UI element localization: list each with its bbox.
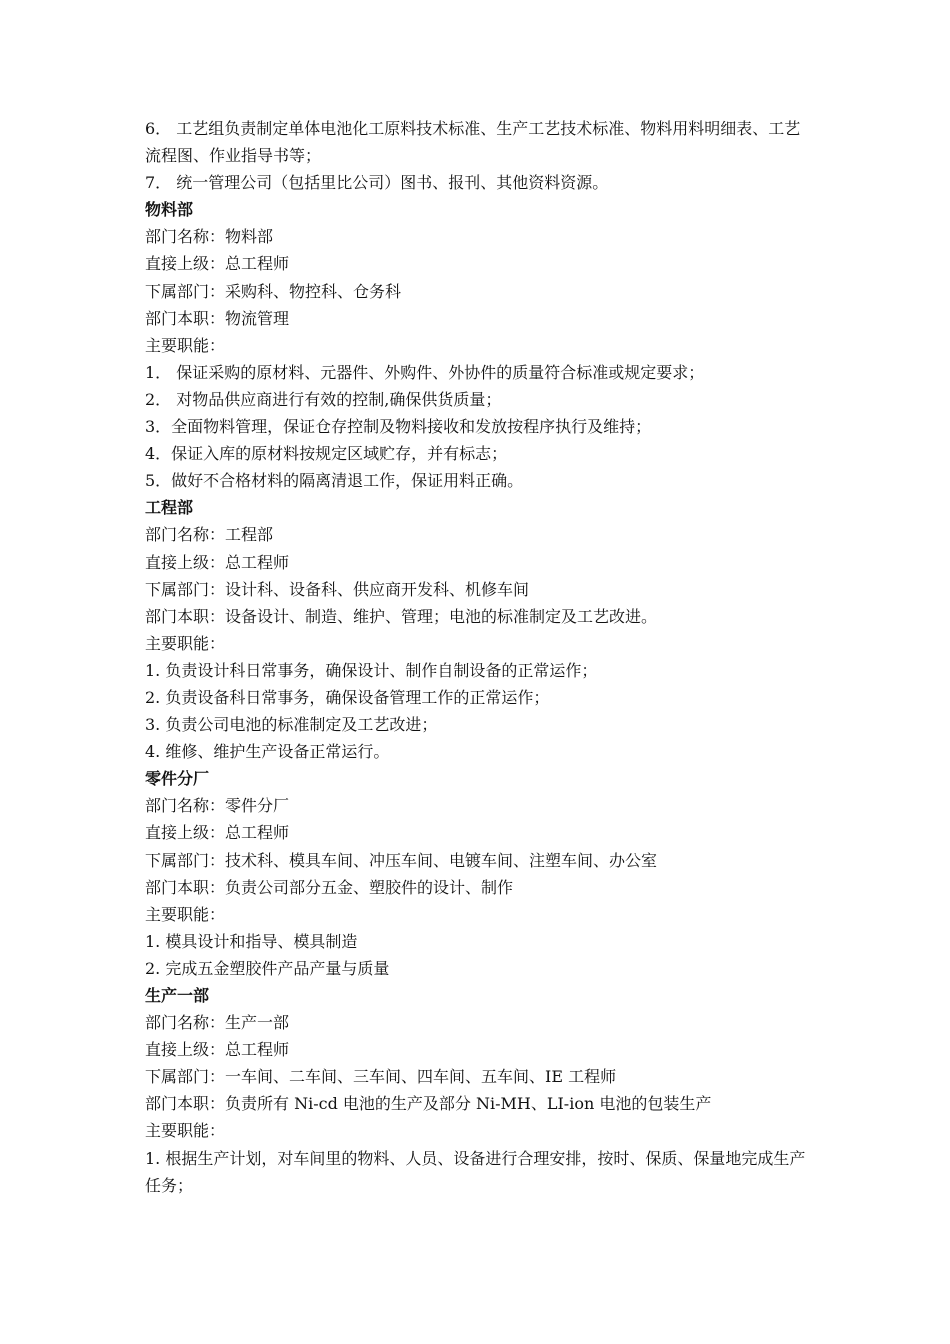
text-line: 6． 工艺组负责制定单体电池化工原料技术标准、生产工艺技术标准、物料用料明细表、工艺流程图、作业指导书等； (145, 119, 801, 166)
text-line: 部门本职：负责所有 Ni-cd 电池的生产及部分 Ni-MH、LI-ion 电池的包装生产 (145, 1094, 712, 1114)
text-line: 1. 根据生产计划，对车间里的物料、人员、设备进行合理安排，按时、保质、保量地完成生产任务； (145, 1148, 806, 1195)
text-line: 下属部门：采购科、物控科、仓务科 (145, 281, 402, 301)
text-line: 2． 对物品供应商进行有效的控制,确保供货质量； (145, 389, 502, 409)
text-line: 直接上级：总工程师 (145, 254, 290, 274)
text-line: 部门名称：零件分厂 (145, 796, 290, 816)
document-body (145, 115, 815, 1199)
text-line: 直接上级：总工程师 (145, 552, 290, 572)
text-line: 主要职能： (145, 1121, 226, 1141)
text-line: 2. 负责设备科日常事务，确保设备管理工作的正常运作； (145, 687, 550, 707)
text-line: 部门本职：负责公司部分五金、塑胶件的设计、制作 (145, 877, 514, 897)
text-line: 4. 维修、维护生产设备正常运行。 (145, 742, 390, 762)
text-line: 部门本职：物流管理 (145, 308, 290, 328)
text-line: 5．做好不合格材料的隔离清退工作，保证用料正确。 (145, 471, 524, 491)
text-line: 主要职能： (145, 904, 226, 924)
text-line: 主要职能： (145, 335, 226, 355)
text-line: 部门名称：生产一部 (145, 1013, 290, 1033)
text-line: 1． 保证采购的原材料、元器件、外购件、外协件的质量符合标准或规定要求； (145, 362, 705, 382)
text-line: 1. 模具设计和指导、模具制造 (145, 931, 358, 951)
text-line: 部门名称：物料部 (145, 227, 274, 247)
section-heading: 零件分厂 (145, 769, 210, 789)
text-line: 部门名称：工程部 (145, 525, 274, 545)
text-line: 部门本职：设备设计、制造、维护、管理；电池的标准制定及工艺改进。 (145, 606, 658, 626)
text-line: 主要职能： (145, 633, 226, 653)
text-line: 直接上级：总工程师 (145, 1040, 290, 1060)
text-line: 7． 统一管理公司（包括里比公司）图书、报刊、其他资料资源。 (145, 173, 609, 193)
text-line: 下属部门：设计科、设备科、供应商开发科、机修车间 (145, 579, 530, 599)
section-heading: 物料部 (145, 200, 194, 220)
text-line: 2. 完成五金塑胶件产品产量与质量 (145, 958, 390, 978)
text-line: 3．全面物料管理，保证仓存控制及物料接收和发放按程序执行及维持； (145, 417, 652, 437)
text-line: 下属部门：一车间、二车间、三车间、四车间、五车间、IE 工程师 (145, 1067, 617, 1087)
text-line: 下属部门：技术科、模具车间、冲压车间、电镀车间、注塑车间、办公室 (145, 850, 658, 870)
text-line: 直接上级：总工程师 (145, 823, 290, 843)
section-heading: 工程部 (145, 498, 194, 518)
text-line: 1. 负责设计科日常事务，确保设计、制作自制设备的正常运作； (145, 660, 598, 680)
text-line: 4．保证入库的原材料按规定区域贮存，并有标志； (145, 444, 508, 464)
section-heading: 生产一部 (145, 986, 210, 1005)
text-line: 3. 负责公司电池的标准制定及工艺改进； (145, 715, 438, 735)
